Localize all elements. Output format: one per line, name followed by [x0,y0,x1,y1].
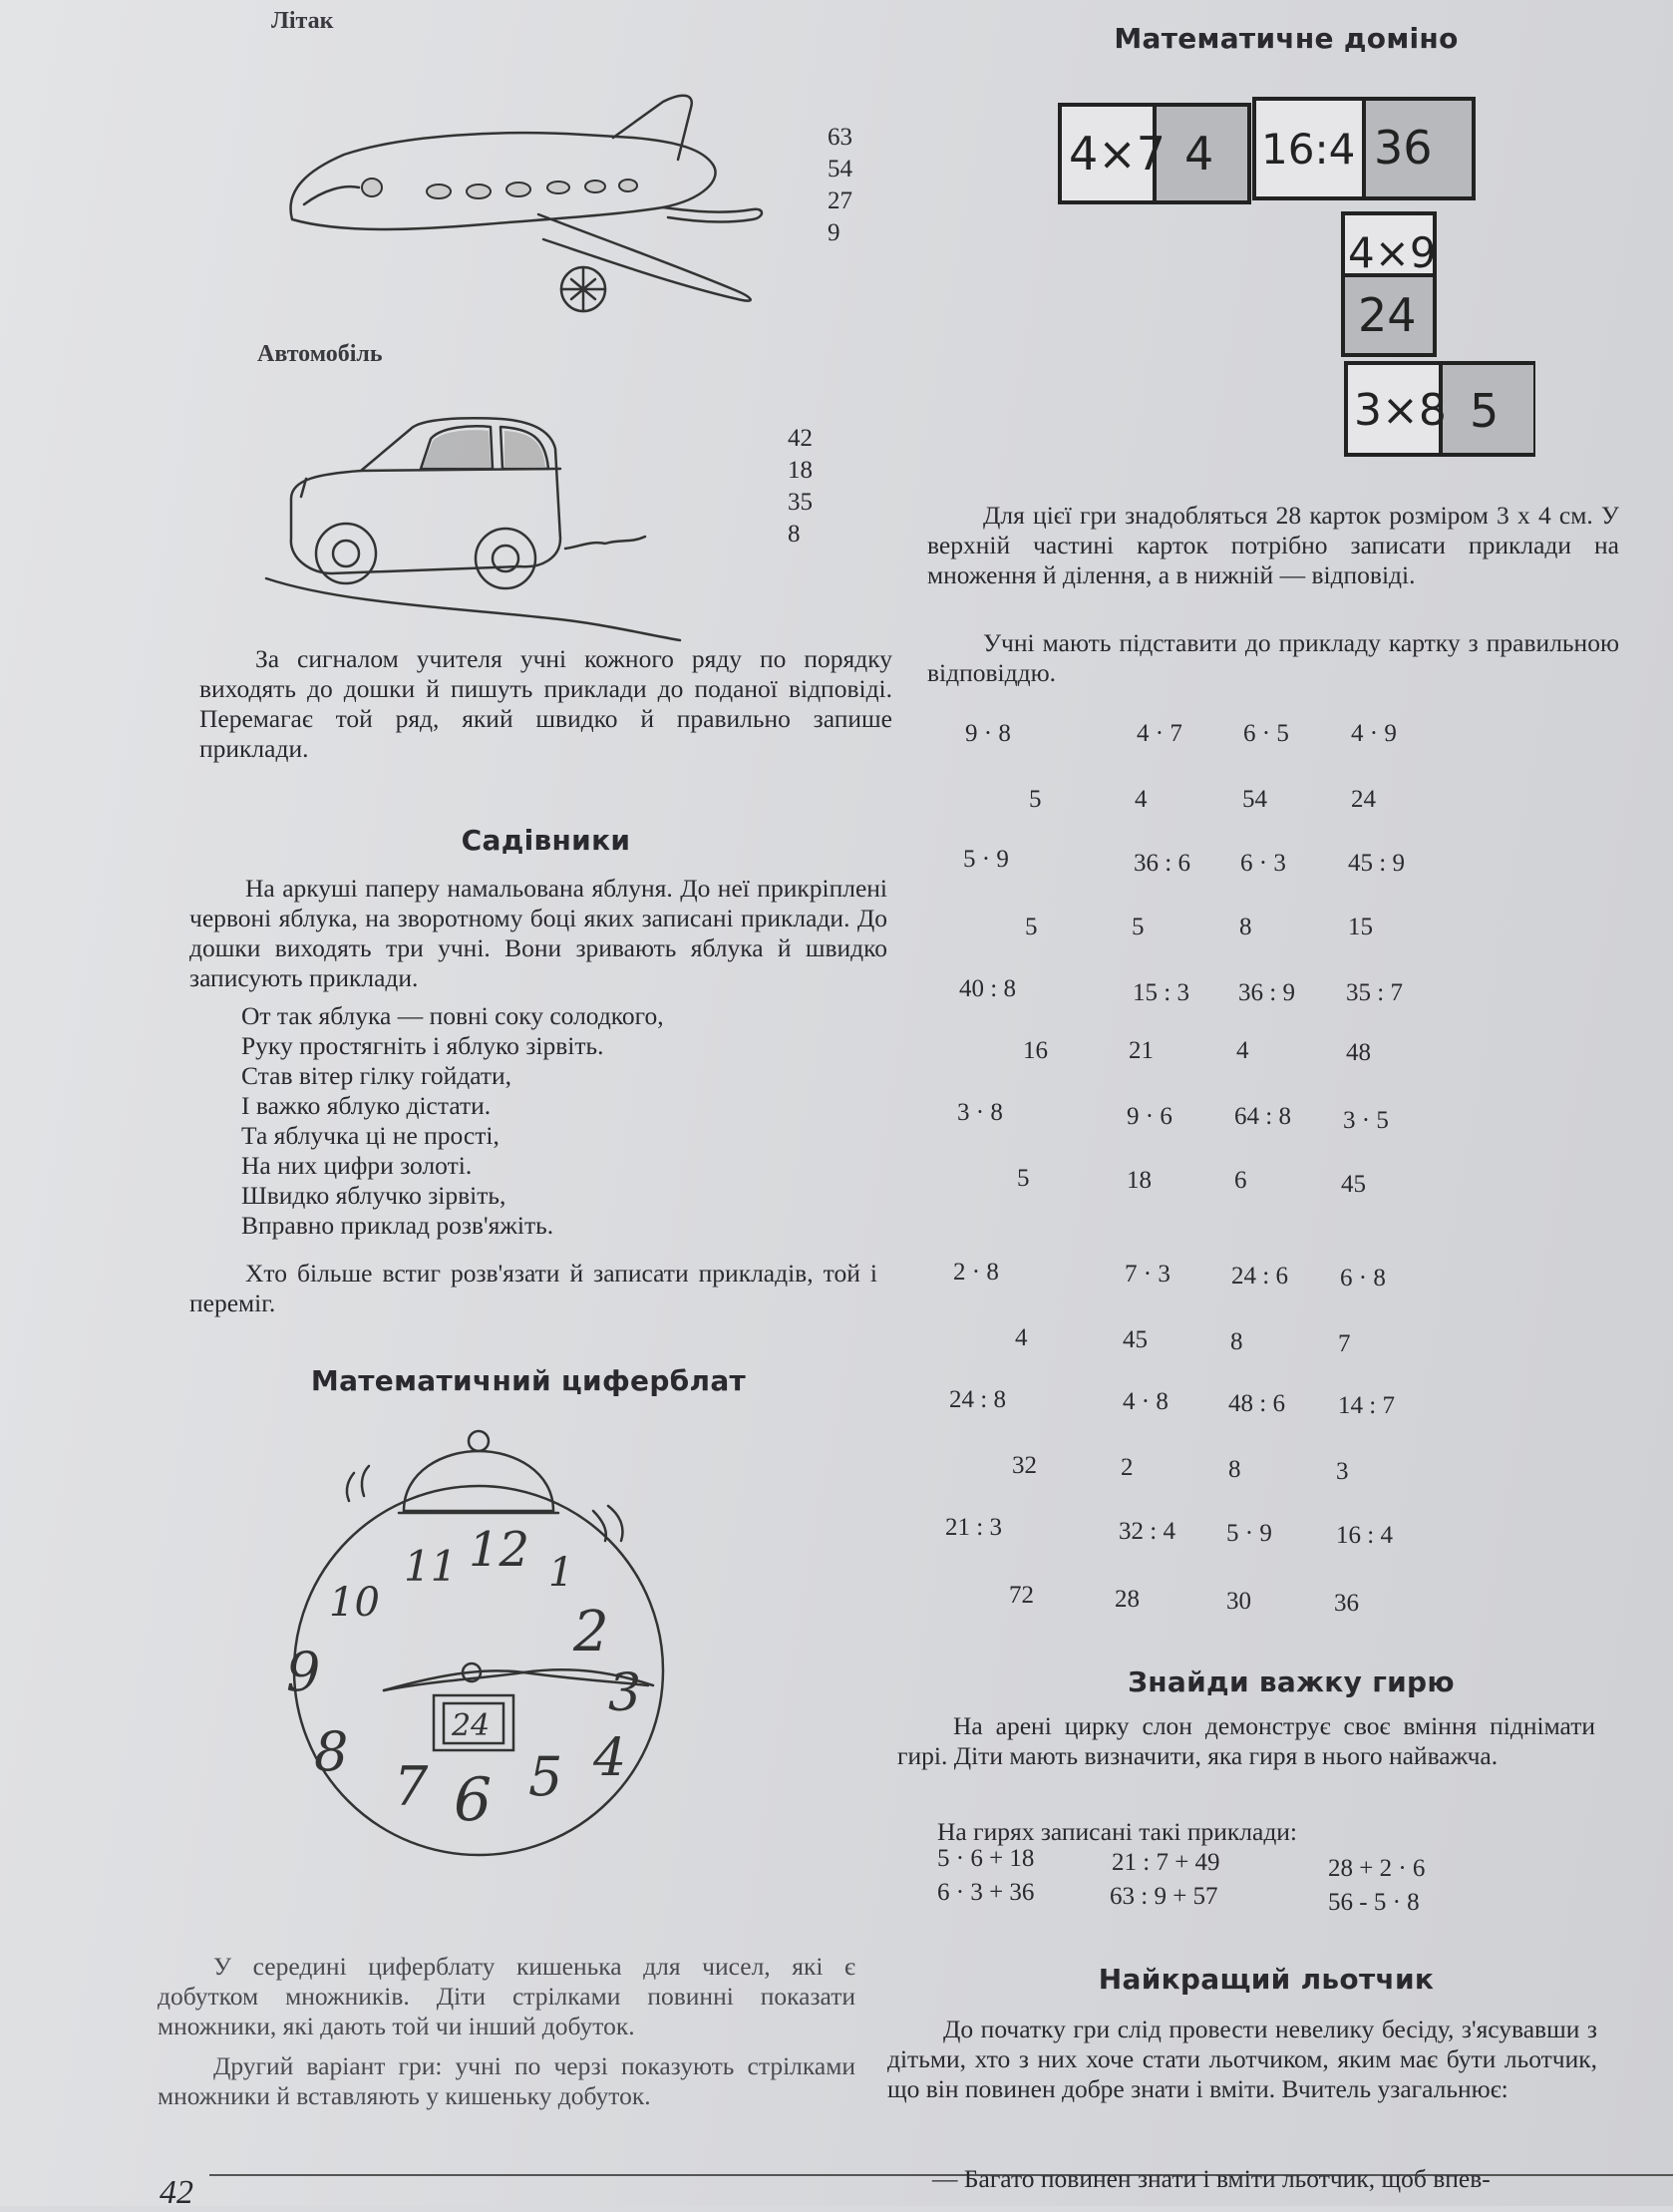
domino-expression: 7 · 3 [1125,1261,1171,1288]
poem-line: Та яблучка ці не прості, [241,1121,500,1150]
car-numbers [788,423,813,551]
domino-expression: 9 · 8 [965,720,1011,747]
domino-expression: 48 : 6 [1228,1390,1285,1417]
domino-answer: 4 [1236,1037,1249,1064]
domino-answer: 3 [1336,1458,1349,1485]
pilot-heading: Найкращий льотчик [1098,1963,1435,1996]
domino-expression: 3 · 5 [1343,1107,1389,1134]
clock-drawing [254,1411,723,1860]
clock-number-6: 6 [454,1765,493,1835]
domino-answer: 4 [1135,786,1148,813]
domino-answer: 16 [1023,1037,1048,1064]
domino-answer: 8 [1239,914,1252,940]
weight-example: 21 : 7 + 49 [1112,1849,1220,1876]
plane-number: 27 [828,187,852,214]
domino-expression: 4 · 7 [1137,720,1182,747]
plane-numbers [828,122,852,249]
domino-answer: 5 [1029,786,1042,813]
domino-expression: 16 : 4 [1336,1522,1393,1549]
weight-example: 56 - 5 · 8 [1328,1889,1420,1916]
clock-number-1: 1 [548,1550,574,1596]
domino-card-top: 3×8 [1354,385,1447,436]
clock-pocket-value: 24 [452,1708,491,1743]
clock-number-3: 3 [608,1663,642,1723]
car-number: 18 [788,457,813,484]
domino-text-1: Для цієї гри знадобляться 28 карток розміром 3 х 4 см. У верхній частині карток потрібно записати приклади на множення й ділення, а в нижній — відповіді. [927,501,1619,589]
clock-text-1: У середині циферблату кишенька для чисел, які є добутком множників. Діти стрілками повинні показати множники, які дають той чи інший добуток. [158,1952,855,2040]
domino-answer: 45 [1123,1326,1148,1353]
domino-text-2: Учні мають підставити до прикладу картку з правильною відповіддю. [927,628,1619,687]
domino-expression: 6 · 8 [1340,1265,1386,1291]
clock-number-11: 11 [404,1542,458,1591]
weight-example: 6 · 3 + 36 [937,1879,1035,1906]
gardeners-intro: На аркуші паперу намальована яблуня. До неї прикріплені червоні яблука, на зворотному боці яких записані приклади. До дошки виходять три учні. Вони зривають яблука й швидко записують приклади. [189,874,887,992]
domino-answer: 6 [1234,1167,1247,1194]
weight-example: 5 · 6 + 18 [937,1845,1035,1872]
domino-card-top: 4×9 [1348,228,1437,277]
pilot-text: До початку гри слід провести невелику бесіду, з'ясувавши з дітьми, хто з них хоче стати льотчиком, яким має бути льотчик, що він повинен добре знати і вміти. Вчитель узагальнює: [887,2015,1597,2103]
domino-answer: 30 [1226,1588,1251,1615]
domino-expression: 9 · 6 [1127,1103,1172,1130]
domino-answer: 21 [1129,1037,1154,1064]
domino-expression: 64 : 8 [1234,1103,1291,1130]
clock-number-9: 9 [286,1641,321,1703]
poem-line: На них цифри золоті. [241,1151,473,1180]
plane-number: 54 [828,156,852,183]
weights-heading: Знайди важку гирю [1128,1665,1455,1698]
domino-card-top: 16:4 [1261,125,1356,174]
poem-line: Став вітер гілку гойдати, [241,1061,512,1090]
plane-caption: Літак [271,8,334,34]
domino-answer: 24 [1351,786,1376,813]
domino-expression: 6 · 5 [1243,720,1289,747]
domino-answer: 5 [1017,1165,1030,1192]
domino-answer: 54 [1242,786,1267,813]
clock-number-7: 7 [394,1755,429,1818]
gardeners-outro: Хто більше встиг розв'язати й записати прикладів, той і переміг. [189,1259,877,1317]
domino-cards [1057,92,1535,466]
car-number: 42 [788,425,813,452]
left-intro-paragraph: За сигналом учителя учні кожного ряду по порядку виходять до дошки й пишуть приклади до поданої відповіді. Перемагає той ряд, який швидко й правильно запише приклади. [199,644,892,763]
weights-intro: На гирях записані такі приклади: [937,1817,1298,1846]
domino-card-bottom: 4 [1184,127,1214,181]
clock-number-12: 12 [469,1522,530,1578]
gardeners-poem [241,1001,664,1241]
domino-card-bottom: 36 [1374,121,1433,175]
weights-text: На арені цирку слон демонструє своє вміння піднімати гирі. Діти мають визначити, яка гиря в нього найважча. [897,1711,1595,1770]
domino-answer: 72 [1009,1582,1034,1609]
weight-example: 63 : 9 + 57 [1110,1883,1218,1910]
domino-answer: 4 [1015,1324,1028,1351]
domino-answer: 7 [1338,1330,1351,1357]
domino-expression: 24 : 6 [1231,1263,1288,1290]
domino-answer: 48 [1346,1039,1371,1066]
domino-card-top: 4×7 [1069,127,1167,181]
car-caption: Автомобіль [257,341,383,367]
domino-answer: 8 [1228,1456,1241,1483]
domino-card-bottom: 5 [1470,384,1500,438]
poem-line: І важко яблуко дістати. [241,1091,492,1120]
clock-number-5: 5 [528,1745,563,1808]
domino-expression: 4 · 9 [1351,720,1397,747]
domino-expression: 45 : 9 [1348,850,1405,877]
clock-number-4: 4 [593,1728,627,1788]
domino-expression: 35 : 7 [1346,979,1403,1006]
domino-answer: 32 [1012,1452,1037,1479]
domino-expression: 6 · 3 [1240,850,1286,877]
domino-expression: 5 · 9 [1226,1520,1272,1547]
clock-number-2: 2 [573,1600,609,1664]
domino-answer: 36 [1334,1590,1359,1617]
domino-expression: 21 : 3 [945,1514,1002,1541]
domino-expression: 5 · 9 [963,846,1009,873]
weight-example: 28 + 2 · 6 [1328,1855,1426,1882]
domino-answer: 28 [1115,1586,1140,1613]
poem-line: Вправно приклад розв'яжіть. [241,1211,554,1240]
domino-answer: 18 [1127,1167,1152,1194]
plane-number: 9 [828,219,840,246]
domino-expression: 36 : 9 [1238,979,1295,1006]
domino-answer: 2 [1121,1454,1134,1481]
clock-number-10: 10 [329,1580,380,1626]
domino-expression: 15 : 3 [1133,979,1189,1006]
car-drawing [261,409,720,648]
poem-line: Руку простягніть і яблуко зірвіть. [241,1031,604,1060]
poem-line: Швидко яблучко зірвіть, [241,1181,506,1210]
domino-heading: Математичне доміно [1114,22,1459,55]
domino-answer: 15 [1348,914,1373,940]
plane-number: 63 [828,124,852,151]
clock-heading: Математичний циферблат [310,1364,747,1397]
domino-answer: 45 [1341,1171,1366,1198]
poem-line: От так яблука — повні соку солодкого, [241,1001,664,1030]
domino-expression: 24 : 8 [949,1386,1006,1413]
clock-number-8: 8 [314,1720,349,1783]
car-number: 35 [788,489,813,516]
domino-expression: 2 · 8 [953,1259,999,1286]
domino-answer: 8 [1230,1328,1243,1355]
domino-answer: 5 [1132,914,1145,940]
domino-expression: 14 : 7 [1338,1392,1395,1419]
car-number: 8 [788,521,801,548]
domino-expression: 3 · 8 [957,1099,1003,1126]
plane-drawing [284,90,773,319]
gardeners-heading: Садівники [461,824,631,857]
domino-expression: 40 : 8 [959,975,1016,1002]
domino-answer: 5 [1025,914,1038,940]
domino-card-bottom: 24 [1358,288,1417,342]
clock-text-2: Другий варіант гри: учні по черзі показують стрілками множники й вставляють у кишеньку добуток. [158,2051,855,2110]
page-number: 42 [160,2174,193,2211]
domino-expression: 4 · 8 [1123,1388,1169,1415]
domino-expression: 36 : 6 [1134,850,1190,877]
domino-expression: 32 : 4 [1119,1518,1175,1545]
pilot-quote: — Багато повинен знати і вміти льотчик, щоб впев- [932,2164,1491,2193]
